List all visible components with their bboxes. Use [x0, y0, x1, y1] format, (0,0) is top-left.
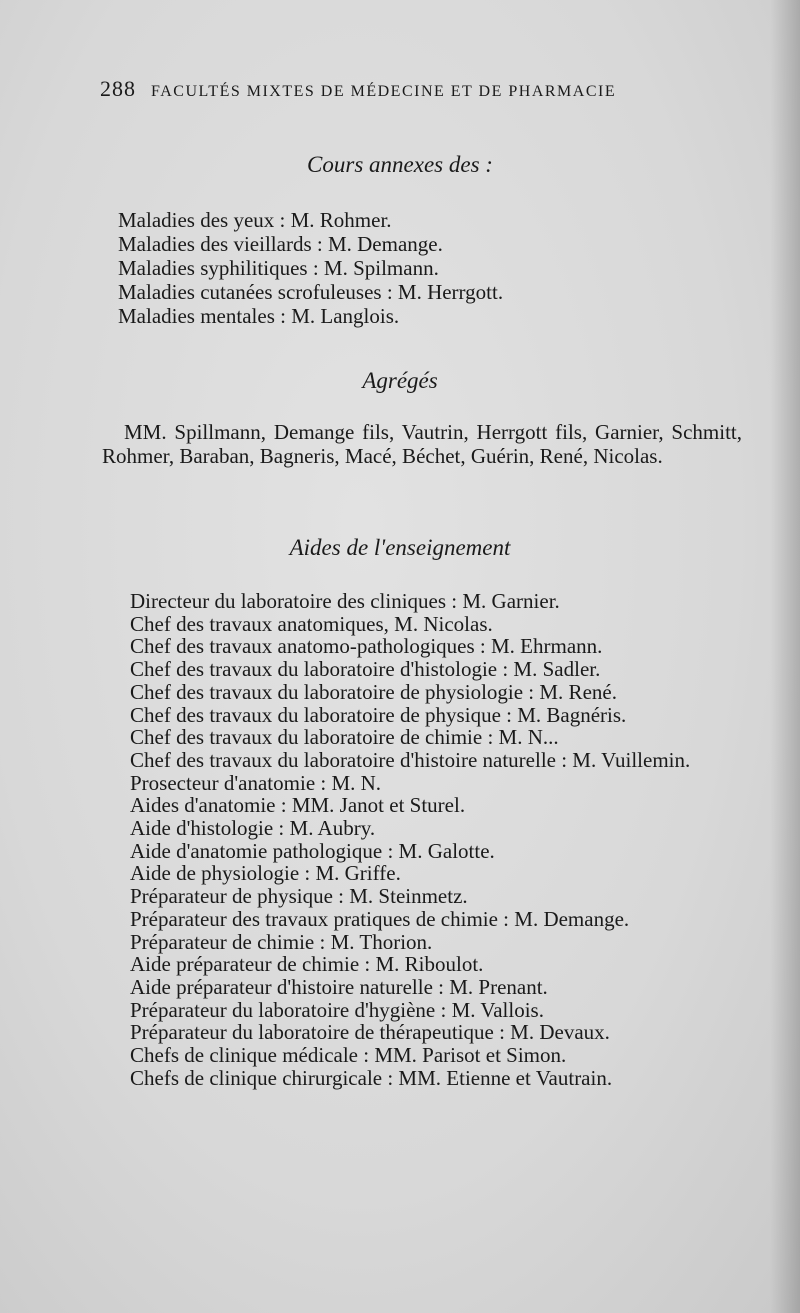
aide-entry: Chef des travaux du laboratoire de physiologie : M. René.: [130, 679, 617, 704]
aide-entry: Chef des travaux du laboratoire d'histologie : M. Sadler.: [130, 657, 601, 682]
aide-entry: Prosecteur d'anatomie : M. N.: [130, 770, 382, 795]
aide-entry: Aides d'anatomie : MM. Janot et Sturel.: [130, 793, 466, 818]
aide-entry: Chef des travaux du laboratoire de chimie : M. N...: [130, 725, 559, 750]
cours-item: Maladies des vieillards : M. Demange.: [118, 232, 443, 256]
aide-entry: Préparateur du laboratoire d'hygiène : M. Vallois.: [130, 997, 544, 1022]
aide-entry: Directeur du laboratoire des cliniques : M. Garnier.: [130, 589, 560, 613]
aide-entry: Aide d'anatomie pathologique : M. Galotte.: [130, 838, 495, 863]
aide-entry: Préparateur du laboratoire de thérapeutique : M. Devaux.: [130, 1020, 610, 1045]
cours-item: Maladies syphilitiques : M. Spilmann.: [118, 256, 439, 280]
cours-annexes-heading: Cours annexes des :: [307, 152, 493, 177]
aide-entry: Chef des travaux anatomiques, M. Nicolas.: [130, 611, 493, 636]
aide-entry: Aide préparateur de chimie : M. Riboulot.: [130, 952, 484, 977]
cours-item: Maladies mentales : M. Langlois.: [118, 304, 400, 328]
running-title: FACULTÉS MIXTES DE MÉDECINE ET DE PHARMACIE: [151, 83, 617, 100]
agreges-heading: Agrégés: [362, 368, 438, 393]
agreges-paragraph: MM. Spillmann, Demange fils, Vautrin, Herrgott fils, Garnier, Schmitt, Rohmer, Baraban, Bagneris, Macé, Béchet, Guérin, René, Nicolas.: [102, 420, 742, 468]
aide-entry: Chef des travaux du laboratoire d'histoire naturelle : M. Vuillemin.: [130, 747, 691, 772]
aide-entry: Chef des travaux du laboratoire de physique : M. Bagnéris.: [130, 702, 627, 727]
aide-entry: Chefs de clinique médicale : MM. Parisot et Simon.: [130, 1043, 567, 1068]
aide-entry: Chef des travaux anatomo-pathologiques : M. Ehrmann.: [130, 634, 603, 659]
cours-item: Maladies des yeux : M. Rohmer.: [118, 208, 392, 232]
aide-entry: Aide préparateur d'histoire naturelle : M. Prenant.: [130, 974, 548, 999]
aide-entry: Chefs de clinique chirurgicale : MM. Etienne et Vautrain.: [130, 1065, 613, 1090]
aide-entry: Préparateur de physique : M. Steinmetz.: [130, 884, 468, 909]
running-header: [100, 76, 700, 102]
page-number: 288: [100, 76, 136, 101]
aide-entry: Aide d'histologie : M. Aubry.: [130, 816, 376, 841]
aides-enseignement-list: [106, 590, 748, 1089]
cours-item: Maladies cutanées scrofuleuses : M. Herrgott.: [118, 280, 504, 304]
aide-entry: Préparateur de chimie : M. Thorion.: [130, 929, 433, 954]
cours-annexes-list: [118, 208, 758, 328]
page-edge-shadow: [770, 0, 800, 1313]
aides-enseignement-heading: Aides de l'enseignement: [289, 535, 511, 560]
aide-entry: Aide de physiologie : M. Griffe.: [130, 861, 401, 886]
aide-entry: Préparateur des travaux pratiques de chimie : M. Demange.: [130, 906, 630, 931]
